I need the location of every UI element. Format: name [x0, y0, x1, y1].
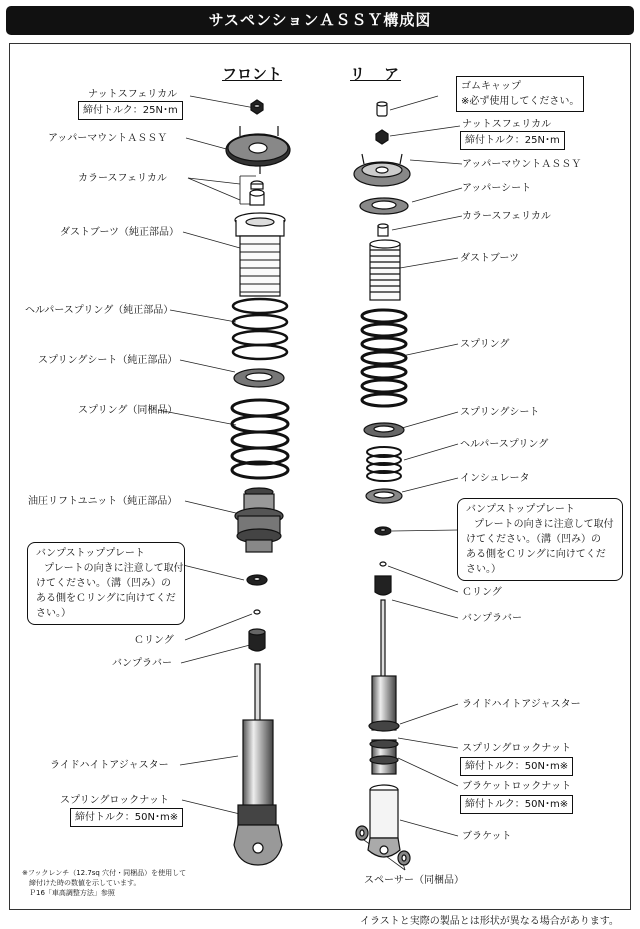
rear-bracket-nut-label: ブラケットロックナット	[462, 781, 572, 792]
rear-bump-plate-line: けてください。（溝（凹み）の	[466, 534, 601, 545]
rear-nut-label: ナットスフェリカル	[462, 119, 552, 130]
front-bump-plate-title: バンプストッププレート	[36, 548, 145, 559]
front-spring-seat-label: スプリングシート（純正部品）	[38, 355, 178, 366]
front-c-ring-label: Ｃリング	[134, 635, 174, 646]
front-lock-nut-label: スプリングロックナット	[60, 795, 169, 806]
front-bump-plate-line: プレートの向きに注意して取付	[44, 563, 184, 574]
rear-header: リ ア	[350, 65, 402, 83]
front-upper-mount-label: アッパーマウントＡＳＳＹ	[48, 133, 168, 144]
front-bump-rubber-label: バンプラバー	[112, 658, 172, 669]
rear-bump-rubber-label: バンプラバー	[462, 613, 522, 624]
footnote-line: ※フックレンチ（12.7sq 穴付・同梱品）を使用して	[22, 869, 187, 877]
front-nut-label: ナットスフェリカル	[88, 89, 178, 100]
rear-collar-label: カラースフェリカル	[462, 211, 551, 222]
front-helper-spring-label: ヘルパースプリング（純正部品）	[25, 305, 174, 316]
front-lift-unit-label: 油圧リフトユニット（純正部品）	[28, 496, 178, 507]
rear-parts	[354, 102, 410, 865]
front-bump-plate-note	[27, 542, 185, 625]
front-bump-plate-line: けてください。（溝（凹み）の	[36, 578, 171, 589]
rear-spring-seat-label: スプリングシート	[460, 407, 540, 418]
front-bump-plate-line: ある側をＣリングに向けてくだ	[36, 593, 176, 604]
rear-bump-plate-note	[457, 498, 623, 581]
rear-rubber-cap-label: ゴムキャップ	[461, 81, 521, 92]
page-title: サスペンションＡＳＳＹ構成図	[208, 11, 432, 29]
front-lock-nut-torque: 締付トルク：50N･m※	[70, 808, 183, 827]
rear-dust-boot-label: ダストブーツ	[460, 253, 519, 264]
rear-spacer-label: スペーサー（同梱品）	[364, 875, 464, 886]
rear-bump-plate-title: バンプストッププレート	[466, 504, 575, 515]
rear-c-ring-label: Ｃリング	[462, 587, 502, 598]
rear-upper-mount-label: アッパーマウントＡＳＳＹ	[462, 159, 582, 170]
front-ride-height-label: ライドハイトアジャスター	[50, 760, 169, 771]
rear-insulator-label: インシュレータ	[460, 473, 530, 484]
rear-bump-plate-line: ある側をＣリングに向けてくだ	[466, 549, 606, 560]
rear-helper-spring-label: ヘルパースプリング	[460, 439, 549, 450]
front-nut-torque: 締付トルク：25N･m	[78, 101, 183, 120]
rear-lock-nut-torque: 締付トルク：50N･m※	[460, 757, 573, 776]
front-header: フロント	[222, 65, 283, 83]
footnote-line: 締付けた時の数値を示しています。	[22, 879, 141, 887]
rear-rubber-cap-box	[456, 76, 584, 112]
rear-ride-height-label: ライドハイトアジャスター	[462, 699, 581, 710]
front-spring-label: スプリング（同梱品）	[78, 405, 178, 416]
rear-bracket-label: ブラケット	[462, 831, 512, 842]
disclaimer: イラストと実際の製品とは形状が異なる場合があります。	[360, 916, 619, 927]
front-parts	[226, 100, 290, 865]
footnote-line: Ｐ16「車高調整方法」参照	[22, 889, 115, 897]
front-bump-plate-line: さい。）	[36, 608, 71, 619]
rear-spring-label: スプリング	[460, 339, 510, 350]
rear-lock-nut-label: スプリングロックナット	[462, 743, 571, 754]
footnote	[22, 868, 186, 898]
front-collar-label: カラースフェリカル	[78, 173, 167, 184]
rear-bump-plate-line: プレートの向きに注意して取付	[474, 519, 614, 530]
rear-bump-plate-line: さい。）	[466, 564, 501, 575]
rear-bracket-nut-torque: 締付トルク：50N･m※	[460, 795, 573, 814]
rear-upper-seat-label: アッパーシート	[462, 183, 532, 194]
rear-nut-torque: 締付トルク：25N･m	[460, 131, 565, 150]
rear-rubber-cap-note: ※必ず使用してください。	[461, 96, 580, 107]
front-dust-boot-label: ダストブーツ（純正部品）	[60, 227, 179, 238]
leader-lines	[158, 96, 462, 870]
